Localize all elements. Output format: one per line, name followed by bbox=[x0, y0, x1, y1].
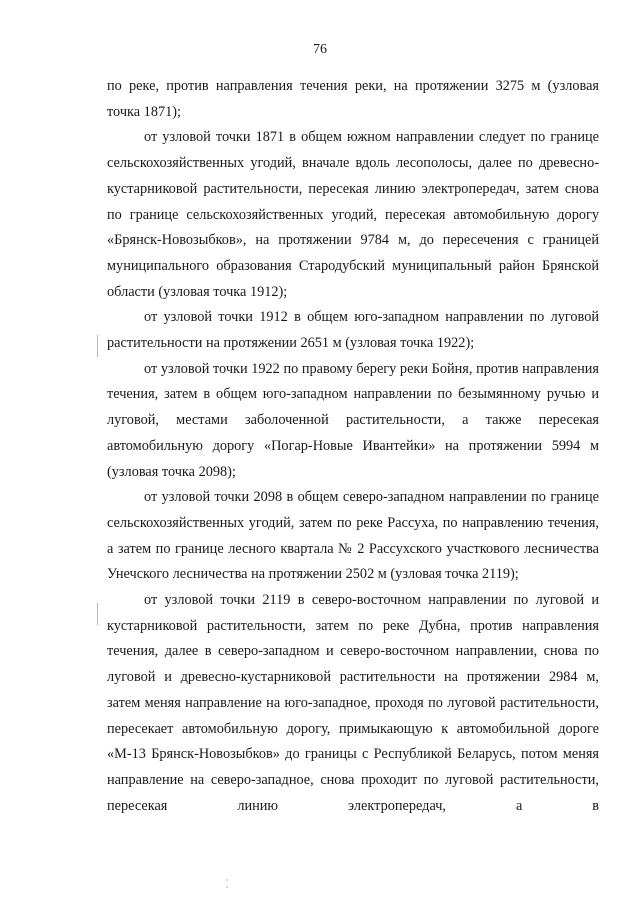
paragraph-segment-1912: от узловой точки 1912 в общем юго-западном направлении по луговой растительности на протяжении 2651 м (узловая точка 1922); bbox=[107, 309, 599, 352]
scan-speck bbox=[226, 886, 228, 888]
paragraph-segment-2119: от узловой точки 2119 в северо-восточном направлении по луговой и кустарниковой растительности, затем по реке Дубна, против направления течения, далее в северо-западном и северо-восточном направлении, снова по луговой и древесно-кустарниковой растительности на протяжении 2984 м, затем меняя направление на юго-западное, проходя по луговой растительности, пересекает автомобильную дорогу, примыкающую к автомобильной дороге «М-13 Брянск-Новозыбков» до границы с Республикой Беларусь, потом меняя направление на северо-западное, снова проходит по луговой растительности, пересекая линию электропередач, а в bbox=[107, 592, 599, 814]
paragraph-continuation: по реке, против направления течения реки, на протяжении 3275 м (узловая точка 1871); bbox=[107, 78, 599, 120]
body-text bbox=[107, 74, 599, 819]
margin-scan-mark bbox=[97, 335, 98, 357]
paragraph-segment-2098: от узловой точки 2098 в общем северо-западном направлении по границе сельскохозяйственных угодий, затем по реке Рассуха, по направлению течения, а затем по границе лесного квартала № 2 Рассухского участкового лесничества Унечского лесничества на протяжении 2502 м (узловая точка 2119); bbox=[107, 489, 599, 583]
paragraph-segment-1871: от узловой точки 1871 в общем южном направлении следует по границе сельскохозяйственных угодий, вначале вдоль лесополосы, далее по древесно-кустарниковой растительности, пересекая линию электропередач, затем снова по границе сельскохозяйственных угодий, пересекая автомобильную дорогу «Брянск-Новозыбков», на протяжении 9784 м, до пересечения с границей муниципального образования Стародубский муниципальный район Брянской области (узловая точка 1912); bbox=[107, 129, 599, 300]
paragraph-segment-1922: от узловой точки 1922 по правому берегу реки Бойня, против направления течения, затем в общем юго-западном направлении по безымянному ручью и луговой, местами заболоченной растительности, а также пересекая автомобильную дорогу «Погар-Новые Ивантейки» на протяжении 5994 м (узловая точка 2098); bbox=[107, 360, 599, 480]
page-number: 76 bbox=[313, 42, 327, 57]
scan-speck bbox=[226, 879, 228, 881]
margin-scan-mark bbox=[97, 603, 98, 625]
